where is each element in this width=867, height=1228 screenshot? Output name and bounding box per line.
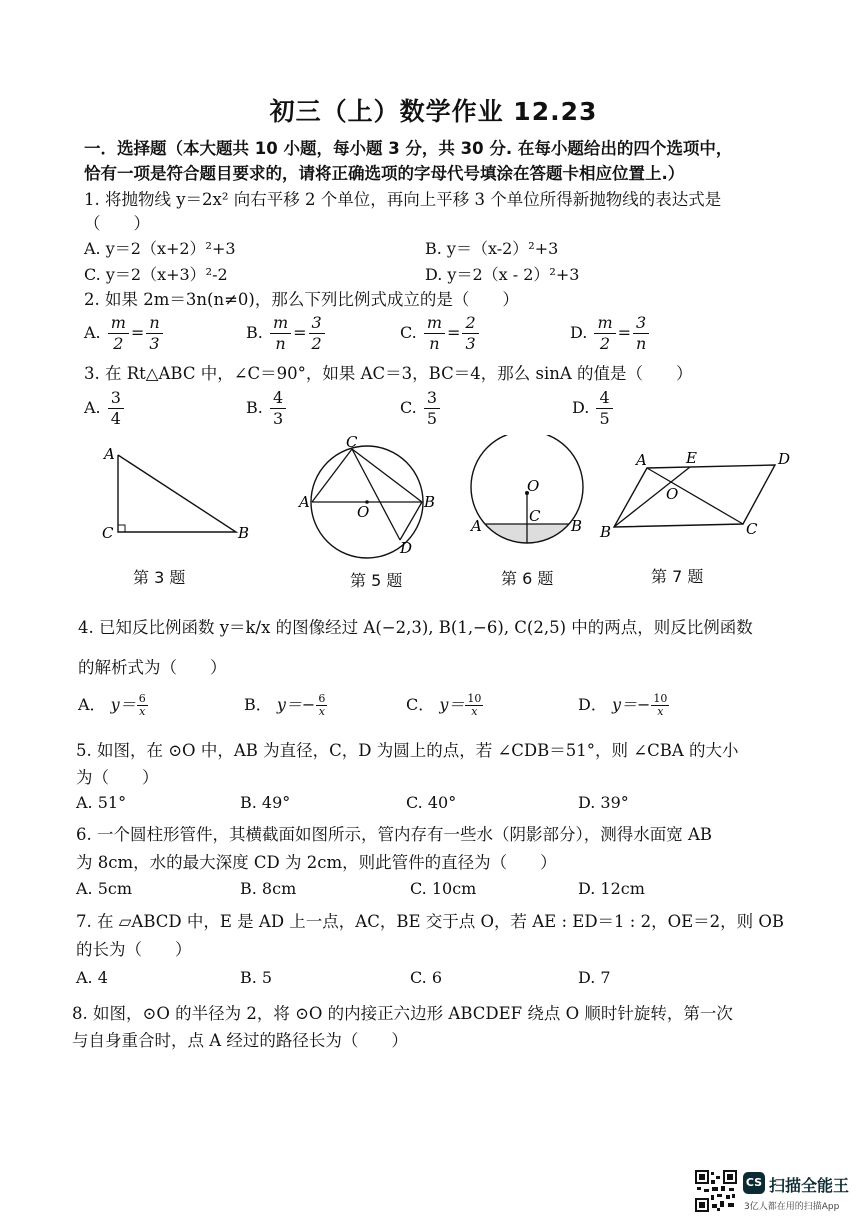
q7-option-b: B. 5 [240,968,273,987]
q5-stem: 5. 如图，在 ⊙O 中，AB 为直径，C，D 为圆上的点，若 ∠CDB＝51°，则 ∠CBA 的大小 [76,741,739,760]
fig6-label-b: B [571,517,583,535]
q1-option-c: C. y＝2（x+3）²-2 [84,265,228,284]
fig7-label-d: D [778,450,791,468]
fig6-label-c: C [529,507,541,525]
q2-stem: 2. 如果 2m＝3n(n≠0)，那么下列比例式成立的是（ ） [84,290,519,309]
q8-stem-2: 与自身重合时，点 A 经过的路径长为（ ） [72,1031,408,1050]
q7-option-a: A. 4 [76,968,108,987]
q4-stem-2: 的解析式为（ ） [78,658,227,677]
q5-option-d: D. 39° [578,793,629,812]
scanner-app-tagline: 3亿人都在用的扫描App [744,1202,840,1212]
fig7-label-e: E [686,449,697,467]
q7-stem: 7. 在 ▱ABCD 中，E 是 AD 上一点，AC，BE 交于点 O，若 AE : ED＝1 : 2，OE＝2，则 OB [76,912,785,931]
q2-option-c-label: C. [400,323,417,342]
q5-option-b: B. 49° [240,793,291,812]
fig5-label-b: B [424,493,436,511]
fig3-label-a: A [104,445,115,463]
q3-option-a: A. $\frac{3}{4}$ [84,388,126,429]
fig5-label-a: A [299,493,310,511]
q4-option-b: B． y＝− $\frac{6}{x}$ [244,692,326,718]
section-header-line-1: 一．选择题（本大题共 10 小题，每小题 3 分，共 30 分. 在每小题给出的四个选项中， [84,139,733,158]
page-title: 初三（上）数学作业 12.23 [269,97,598,126]
scanner-app-name: 扫描全能王 [769,1176,850,1195]
fig3-caption: 第 3 题 [133,568,186,587]
figures-row [0,435,867,595]
q2-option-a-label: A. [84,323,101,342]
q6-option-b: B. 8cm [240,879,297,898]
q3-option-b: B. $\frac{4}{3}$ [246,388,288,429]
q2-option-c: C. $\frac{m}{n}$ = $\frac{2}{3}$ [400,313,481,354]
q5-option-a: A. 51° [76,793,127,812]
fig3-label-c: C [102,524,114,542]
q4-option-a: A． y＝ $\frac{6}{x}$ [78,692,146,718]
fig5-label-d: D [400,539,413,557]
q6-stem-2: 为 8cm，水的最大深度 CD 为 2cm，则此管件的直径为（ ） [76,853,557,872]
q1-option-d: D. y＝2（x - 2）²+3 [425,265,580,284]
q3-option-d: D. $\frac{4}{5}$ [572,388,615,429]
fig7-label-c: C [746,520,758,538]
figure-7-parallelogram [599,449,790,541]
fig7-caption: 第 7 题 [651,567,704,586]
q7-option-d: D. 7 [578,968,611,987]
q1-option-b: B. y＝（x-2）²+3 [425,239,559,258]
fig6-label-o: O [527,477,540,495]
section-header-line-2: 恰有一项是符合题目要求的，请将正确选项的字母代号填涂在答题卡相应位置上.） [84,164,685,183]
q4-option-c: C． y＝ $\frac{10}{x}$ [406,692,482,718]
q3-option-c: C. $\frac{3}{5}$ [400,388,442,429]
q4-option-d: D． y＝− $\frac{10}{x}$ [578,692,668,718]
scanner-app-logo-icon: CS [743,1172,765,1194]
fig5-label-o: O [357,503,370,521]
fig5-label-c: C [346,435,358,451]
q5-option-c: C. 40° [406,793,457,812]
q3-stem: 3. 在 Rt△ABC 中，∠C＝90°，如果 AC＝3，BC＝4，那么 sinA 的值是（ ） [84,364,693,383]
qr-code-icon [695,1170,737,1212]
figure-3-triangle [102,445,249,542]
q1-option-a: A. y＝2（x+2）²+3 [84,239,236,258]
q6-option-a: A. 5cm [76,879,133,898]
fig6-caption: 第 6 题 [501,569,554,588]
q6-option-d: D. 12cm [578,879,645,898]
fig7-label-o: O [666,485,679,503]
q7-stem-2: 的长为（ ） [76,940,192,959]
q2-option-b: B. $\frac{m}{n}$ = $\frac{3}{2}$ [246,313,327,354]
q2-option-d: D. $\frac{m}{2}$ = $\frac{3}{n}$ [570,313,651,354]
fig6-label-a: A [471,517,482,535]
figure-5-circle [297,435,435,558]
q7-option-c: C. 6 [410,968,443,987]
fig7-label-b: B [600,523,612,541]
q6-stem: 6. 一个圆柱形管件，其横截面如图所示，管内存有一些水（阴影部分），测得水面宽 AB [76,825,713,844]
q2-option-a: A. $\frac{m}{2}$ = $\frac{n}{3}$ [84,313,165,354]
fig3-label-b: B [238,524,250,542]
q2-option-b-label: B. [246,323,263,342]
fig7-label-a: A [636,451,647,469]
q4-stem: 4. 已知反比例函数 y＝k/x 的图像经过 A(−2,3), B(1,−6), C(2,5) 中的两点，则反比例函数 [78,618,753,637]
q2-option-d-label: D. [570,323,588,342]
q8-stem: 8. 如图，⊙O 的半径为 2，将 ⊙O 的内接正六边形 ABCDEF 绕点 O 顺时针旋转，第一次 [72,1004,733,1023]
q6-option-c: C. 10cm [410,879,477,898]
fig5-caption: 第 5 题 [350,571,403,590]
figure-6-pipe [469,435,583,543]
q5-stem-2: 为（ ） [76,768,159,787]
q1-blank: （ ） [84,214,150,233]
q1-stem: 1. 将抛物线 y＝2x² 向右平移 2 个单位，再向上平移 3 个单位所得新抛物线的表达式是 [84,190,722,209]
